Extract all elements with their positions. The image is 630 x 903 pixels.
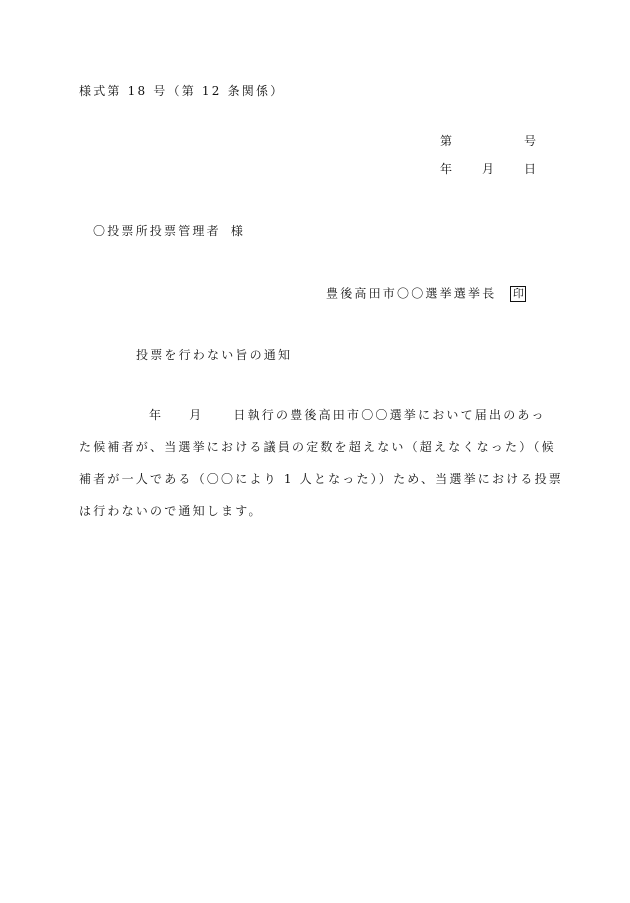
body-line-4: は行わないので通知します。 [79, 504, 263, 518]
document-title: 投票を行わない旨の通知 [136, 348, 293, 362]
date-day-label: 日 [523, 162, 536, 176]
issue-date-row [440, 162, 536, 176]
document-number-row [440, 134, 536, 148]
notice-body [79, 408, 563, 536]
form-number: 様式第 18 号（第 12 条関係） [79, 84, 285, 98]
body-line-1 [79, 408, 553, 440]
body-line-1-text: 日執行の豊後高田市〇〇選挙において届出のあっ [233, 408, 546, 422]
body-year-label: 年 [149, 408, 164, 422]
seal-stamp-box: 印 [510, 286, 526, 302]
date-year-label: 年 [440, 162, 455, 176]
date-month-label: 月 [482, 162, 497, 176]
recipient-name: 〇投票所投票管理者 [93, 224, 221, 238]
body-line-2: た候補者が、当選挙における議員の定数を超えない（超えなくなった）（候 [79, 440, 556, 454]
document-number-suffix: 号 [523, 134, 536, 148]
sender-name: 豊後高田市〇〇選挙選挙長 [326, 286, 497, 301]
document-number-prefix: 第 [440, 134, 455, 148]
recipient-honorific: 様 [230, 224, 246, 238]
sender [326, 286, 526, 302]
body-month-label: 月 [189, 408, 204, 422]
recipient [93, 224, 245, 238]
body-line-3: 補者が一人である（〇〇により 1 人となった））ため、当選挙における投票 [79, 472, 563, 486]
